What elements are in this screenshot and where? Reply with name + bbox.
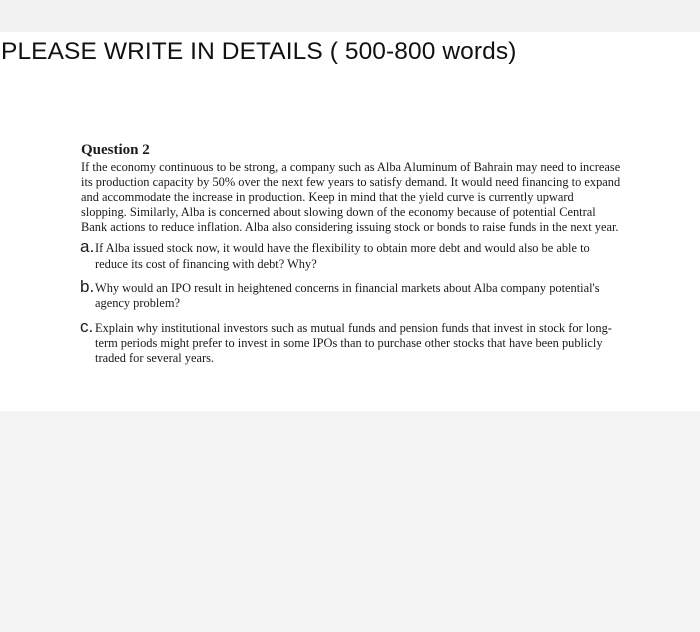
instruction-heading: PLEASE WRITE IN DETAILS ( 500-800 words): [1, 38, 517, 65]
sub-question-b: [80, 277, 621, 312]
sub-question-list: [80, 237, 621, 366]
sub-question-letter: a.: [80, 237, 95, 257]
question-title: Question 2: [81, 142, 150, 158]
sub-question-letter: b.: [80, 277, 95, 297]
sub-question-letter: c.: [80, 316, 94, 336]
sub-question-a: [80, 237, 621, 272]
empty-area: [0, 411, 700, 632]
sub-question-text: Explain why institutional investors such as mutual funds and pension funds that invest in stock for long-term periods might prefer to invest in some IPOs than to purchase other stocks that have been publicly traded for several years.: [95, 320, 612, 366]
sub-question-text: If Alba issued stock now, it would have the flexibility to obtain more debt and would also be able to reduce its cost of financing with debt? Why?: [95, 241, 590, 271]
sub-question-c: [80, 316, 621, 367]
question-text: If the economy continuous to be strong, a company such as Alba Aluminum of Bahrain may need to increase its production capacity by 50% over the next few years to satisfy demand. It would need financing to expand and accommodate the increase in production. Keep in mind that the yield curve is currently upward slopping. Similarly, Alba is concerned about slowing down of the economy because of potential Central Bank actions to reduce inflation. Alba also considering issuing stock or bonds to raise funds in the next year.: [81, 160, 621, 235]
top-strip: [0, 0, 700, 32]
question-block: [81, 141, 621, 376]
sub-question-text: Why would an IPO result in heightened concerns in financial markets about Alba company potential's agency problem?: [95, 281, 600, 311]
